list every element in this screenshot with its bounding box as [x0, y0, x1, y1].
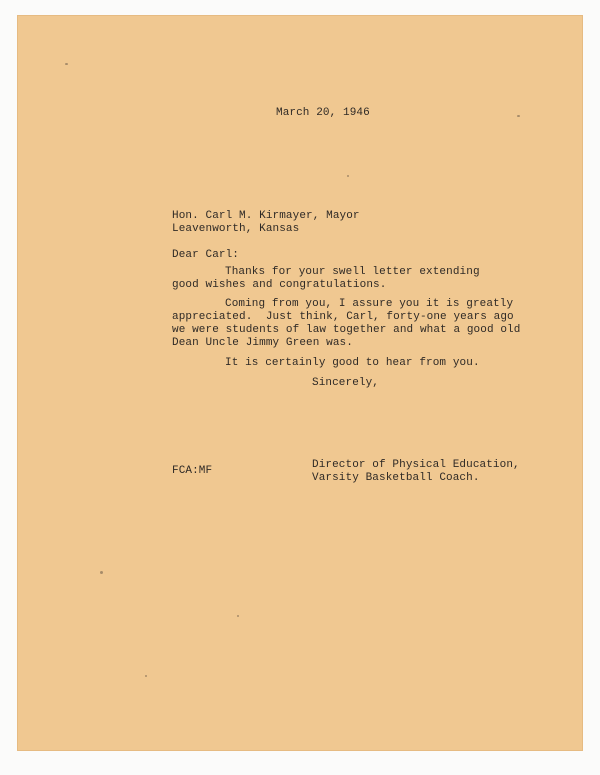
letter-date: March 20, 1946: [276, 107, 370, 119]
salutation: Dear Carl:: [172, 249, 240, 261]
paper-speck: [347, 175, 349, 177]
closing: Sincerely,: [312, 377, 380, 389]
paragraph-2-line-1: Coming from you, I assure you it is greatly: [225, 298, 514, 310]
reference-initials: FCA:MF: [172, 465, 213, 477]
signature-title-line-2: Varsity Basketball Coach.: [312, 472, 480, 484]
paper-speck: [145, 675, 147, 677]
paper-speck: [237, 615, 239, 617]
paper-speck: [65, 63, 68, 65]
paragraph-3: It is certainly good to hear from you.: [225, 357, 480, 369]
paper-speck: [100, 571, 103, 574]
recipient-name-line: Hon. Carl M. Kirmayer, Mayor: [172, 210, 360, 222]
signature-title-line-1: Director of Physical Education,: [312, 459, 520, 471]
paper-speck: [517, 115, 520, 117]
letter-paper: [17, 15, 583, 751]
paragraph-2-line-4: Dean Uncle Jimmy Green was.: [172, 337, 353, 349]
recipient-city-line: Leavenworth, Kansas: [172, 223, 300, 235]
paragraph-2-line-3: we were students of law together and what a good old: [172, 324, 521, 336]
paragraph-2-line-2: appreciated. Just think, Carl, forty-one years ago: [172, 311, 514, 323]
paragraph-1-line-1: Thanks for your swell letter extending: [225, 266, 480, 278]
paragraph-1-line-2: good wishes and congratulations.: [172, 279, 387, 291]
